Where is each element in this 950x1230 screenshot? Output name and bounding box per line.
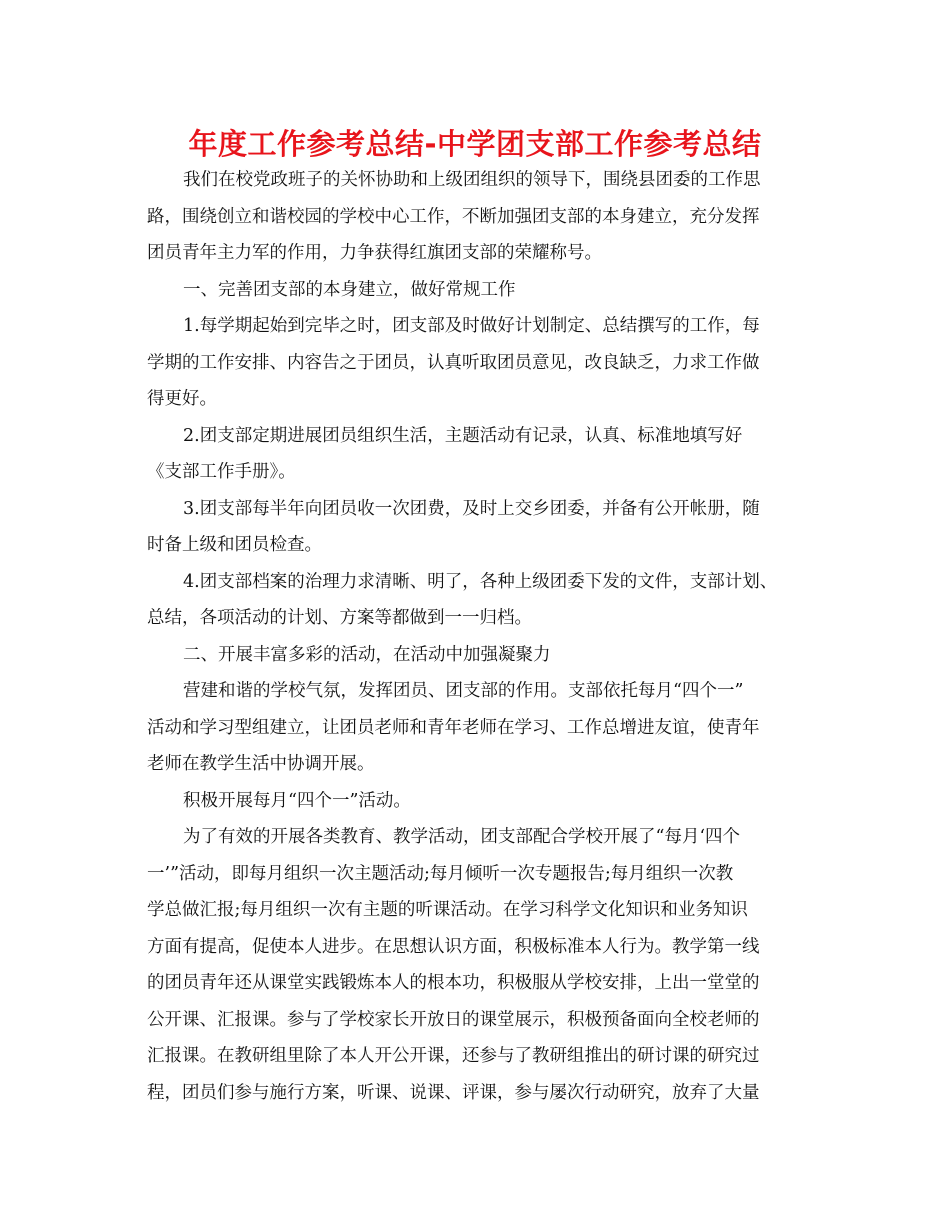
- text-line: 的团员青年还从课堂实践锻炼本人的根本功，积极服从学校安排，上出一堂堂的: [147, 973, 760, 993]
- text-line: 公开课、汇报课。参与了学校家长开放日的课堂展示，积极预备面向全校老师的: [147, 1009, 760, 1030]
- document-body: [147, 162, 807, 1111]
- text-line: 汇报课。在教研组里除了本人开公开课，还参与了教研组推出的研讨课的研究过: [147, 1046, 760, 1066]
- text-line: 时备上级和团员检查。: [147, 535, 322, 555]
- text-line: 学期的工作安排、内容告之于团员，认真听取团员意见，改良缺乏，力求工作做: [147, 352, 760, 373]
- text-line: 我们在校党政班子的关怀协助和上级团组织的领导下，围绕县团委的工作思: [183, 170, 761, 190]
- text-line: 为了有效的开展各类教育、教学活动，团支部配合学校开展了“每月‘四个: [183, 827, 741, 847]
- text-line: 4.团支部档案的治理力求清晰、明了，各种上级团委下发的文件，支部计划、: [183, 571, 778, 592]
- text-line: 二、开展丰富多彩的活动，在活动中加强凝聚力: [183, 644, 551, 665]
- text-line: 方面有提高，促使本人进步。在思想认识方面，积极标准本人行为。教学第一线: [147, 936, 760, 957]
- text-line: 一、完善团支部的本身建立，做好常规工作: [183, 279, 516, 300]
- text-line: 《支部工作手册》。: [147, 462, 296, 482]
- document-title: 年度工作参考总结-中学团支部工作参考总结: [188, 127, 762, 161]
- text-line: 积极开展每月“四个一”活动。: [183, 790, 411, 811]
- text-line: 团员青年主力军的作用，力争获得红旗团支部的荣耀称号。: [147, 243, 602, 263]
- text-line: 1.每学期起始到完毕之时，团支部及时做好计划制定、总结撰写的工作，每: [183, 316, 760, 336]
- text-line: 路，围绕创立和谐校园的学校中心工作，不断加强团支部的本身建立，充分发挥: [147, 206, 760, 227]
- text-line: 总结，各项活动的计划、方案等都做到一一归档。: [147, 608, 532, 628]
- text-line: 营建和谐的学校气氛，发挥团员、团支部的作用。支部依托每月“四个一”: [183, 681, 744, 701]
- text-line: 2.团支部定期进展团员组织生活，主题活动有记录，认真、标准地填写好: [183, 425, 743, 446]
- text-line: 一’”活动，即每月组织一次主题活动;每月倾听一次专题报告;每月组织一次教: [147, 863, 734, 884]
- text-line: 3.团支部每半年向团员收一次团费，及时上交乡团委，并备有公开帐册，随: [183, 498, 760, 519]
- text-line: 活动和学习型组建立，让团员老师和青年老师在学习、工作总增进友谊，使青年: [147, 717, 760, 738]
- text-line: 老师在教学生活中协调开展。: [147, 754, 375, 774]
- text-line: 得更好。: [147, 389, 217, 409]
- text-line: 学总做汇报;每月组织一次有主题的听课活动。在学习科学文化知识和业务知识: [147, 900, 748, 920]
- text-line: 程，团员们参与施行方案，听课、说课、评课，参与屡次行动研究，放弃了大量: [147, 1082, 760, 1103]
